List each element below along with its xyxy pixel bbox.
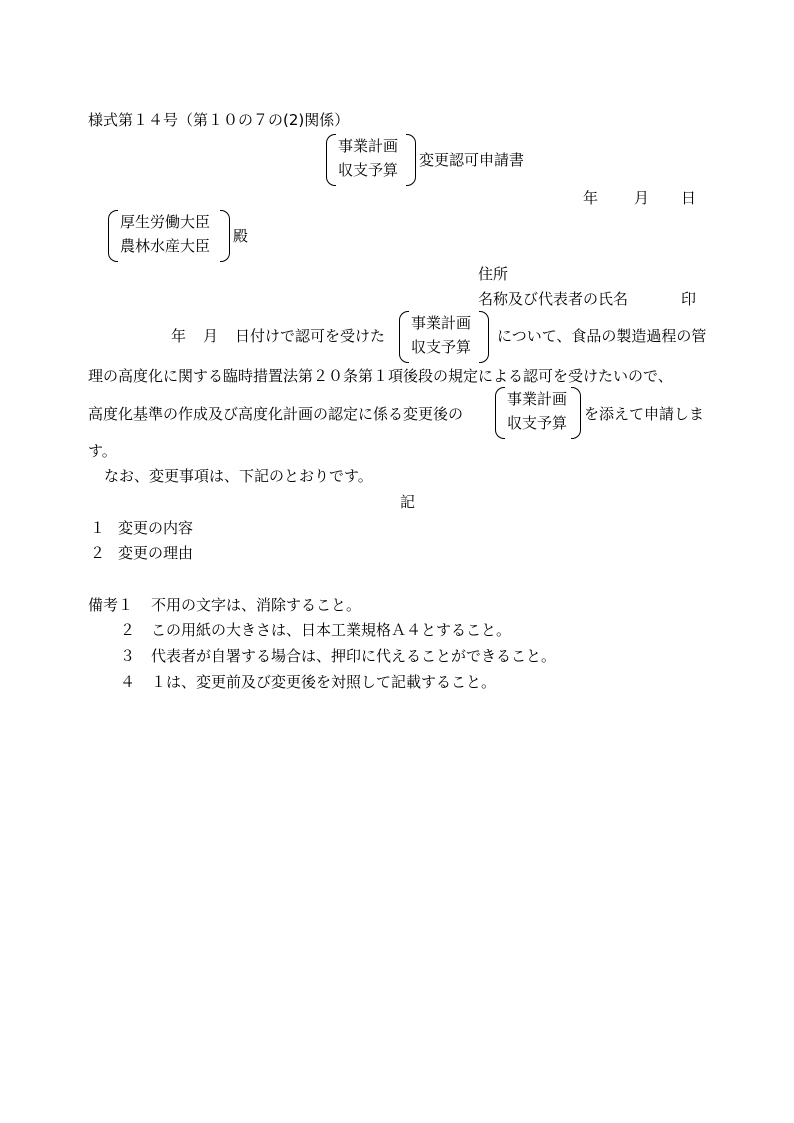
note-2-number: ２ (120, 621, 136, 639)
item-1-text: 変更の内容 (118, 519, 194, 537)
body-line-5: なお、変更事項は、下記のとおりです。 (104, 467, 373, 485)
body-line-3-text: 高度化基準の作成及び高度化計画の認定に係る変更後の (88, 405, 464, 423)
note-2-text: この用紙の大きさは、日本工業規格Ａ４とすること。 (151, 621, 512, 639)
note-3-text: 代表者が自署する場合は、押印に代えることができること。 (151, 647, 557, 665)
body-year: 年 (171, 327, 187, 345)
title-bracket (326, 134, 416, 186)
item-2-number: ２ (90, 544, 106, 562)
body-bracket-2-line-2: 収支予算 (507, 414, 568, 432)
title-bracket-line-1: 事業計画 (338, 137, 399, 155)
document-title: 変更認可申請書 (419, 151, 525, 169)
notes-label: 備考１ (88, 596, 134, 614)
item-1-number: １ (90, 519, 106, 537)
date-month-label: 月 (634, 189, 650, 207)
body-line-1-after: について、食品の製造過程の管 (497, 327, 707, 345)
note-3-number: ３ (120, 647, 136, 665)
body-line-2: 理の高度化に関する臨時措置法第２０条第１項後段の規定による認可を受けたいので、 (88, 367, 673, 385)
body-bracket-1-line-1: 事業計画 (411, 314, 472, 332)
item-2-text: 変更の理由 (118, 544, 194, 562)
ki-heading: 記 (400, 493, 416, 511)
date-day-label: 日 (681, 189, 697, 207)
form-number: 様式第１４号（第１０の７の(2)関係） (88, 111, 350, 129)
addressee-honorific: 殿 (233, 227, 249, 245)
addressee-line-2: 農林水産大臣 (120, 237, 211, 255)
representative-name-label: 名称及び代表者の氏名 (478, 290, 629, 308)
note-4-number: ４ (120, 673, 136, 691)
body-month: 月 (203, 327, 219, 345)
body-bracket-1 (399, 311, 489, 363)
address-label: 住所 (478, 265, 509, 283)
body-line-4: す。 (88, 442, 117, 460)
addressee-line-1: 厚生労働大臣 (120, 213, 211, 231)
date-year-label: 年 (583, 189, 599, 207)
note-1-text: 不用の文字は、消除すること。 (151, 596, 362, 614)
seal-mark: 印 (681, 290, 697, 308)
title-bracket-line-2: 収支予算 (338, 161, 399, 179)
body-bracket-2-line-1: 事業計画 (507, 390, 568, 408)
addressee-bracket (108, 210, 230, 262)
body-bracket-2 (495, 387, 581, 439)
body-line-1-text: 日付けで認可を受けた (235, 327, 386, 345)
body-bracket-1-line-2: 収支予算 (411, 338, 472, 356)
body-line-3-after: を添えて申請しま (584, 405, 705, 423)
note-4-text: １は、変更前及び変更後を対照して記載すること。 (151, 673, 497, 691)
